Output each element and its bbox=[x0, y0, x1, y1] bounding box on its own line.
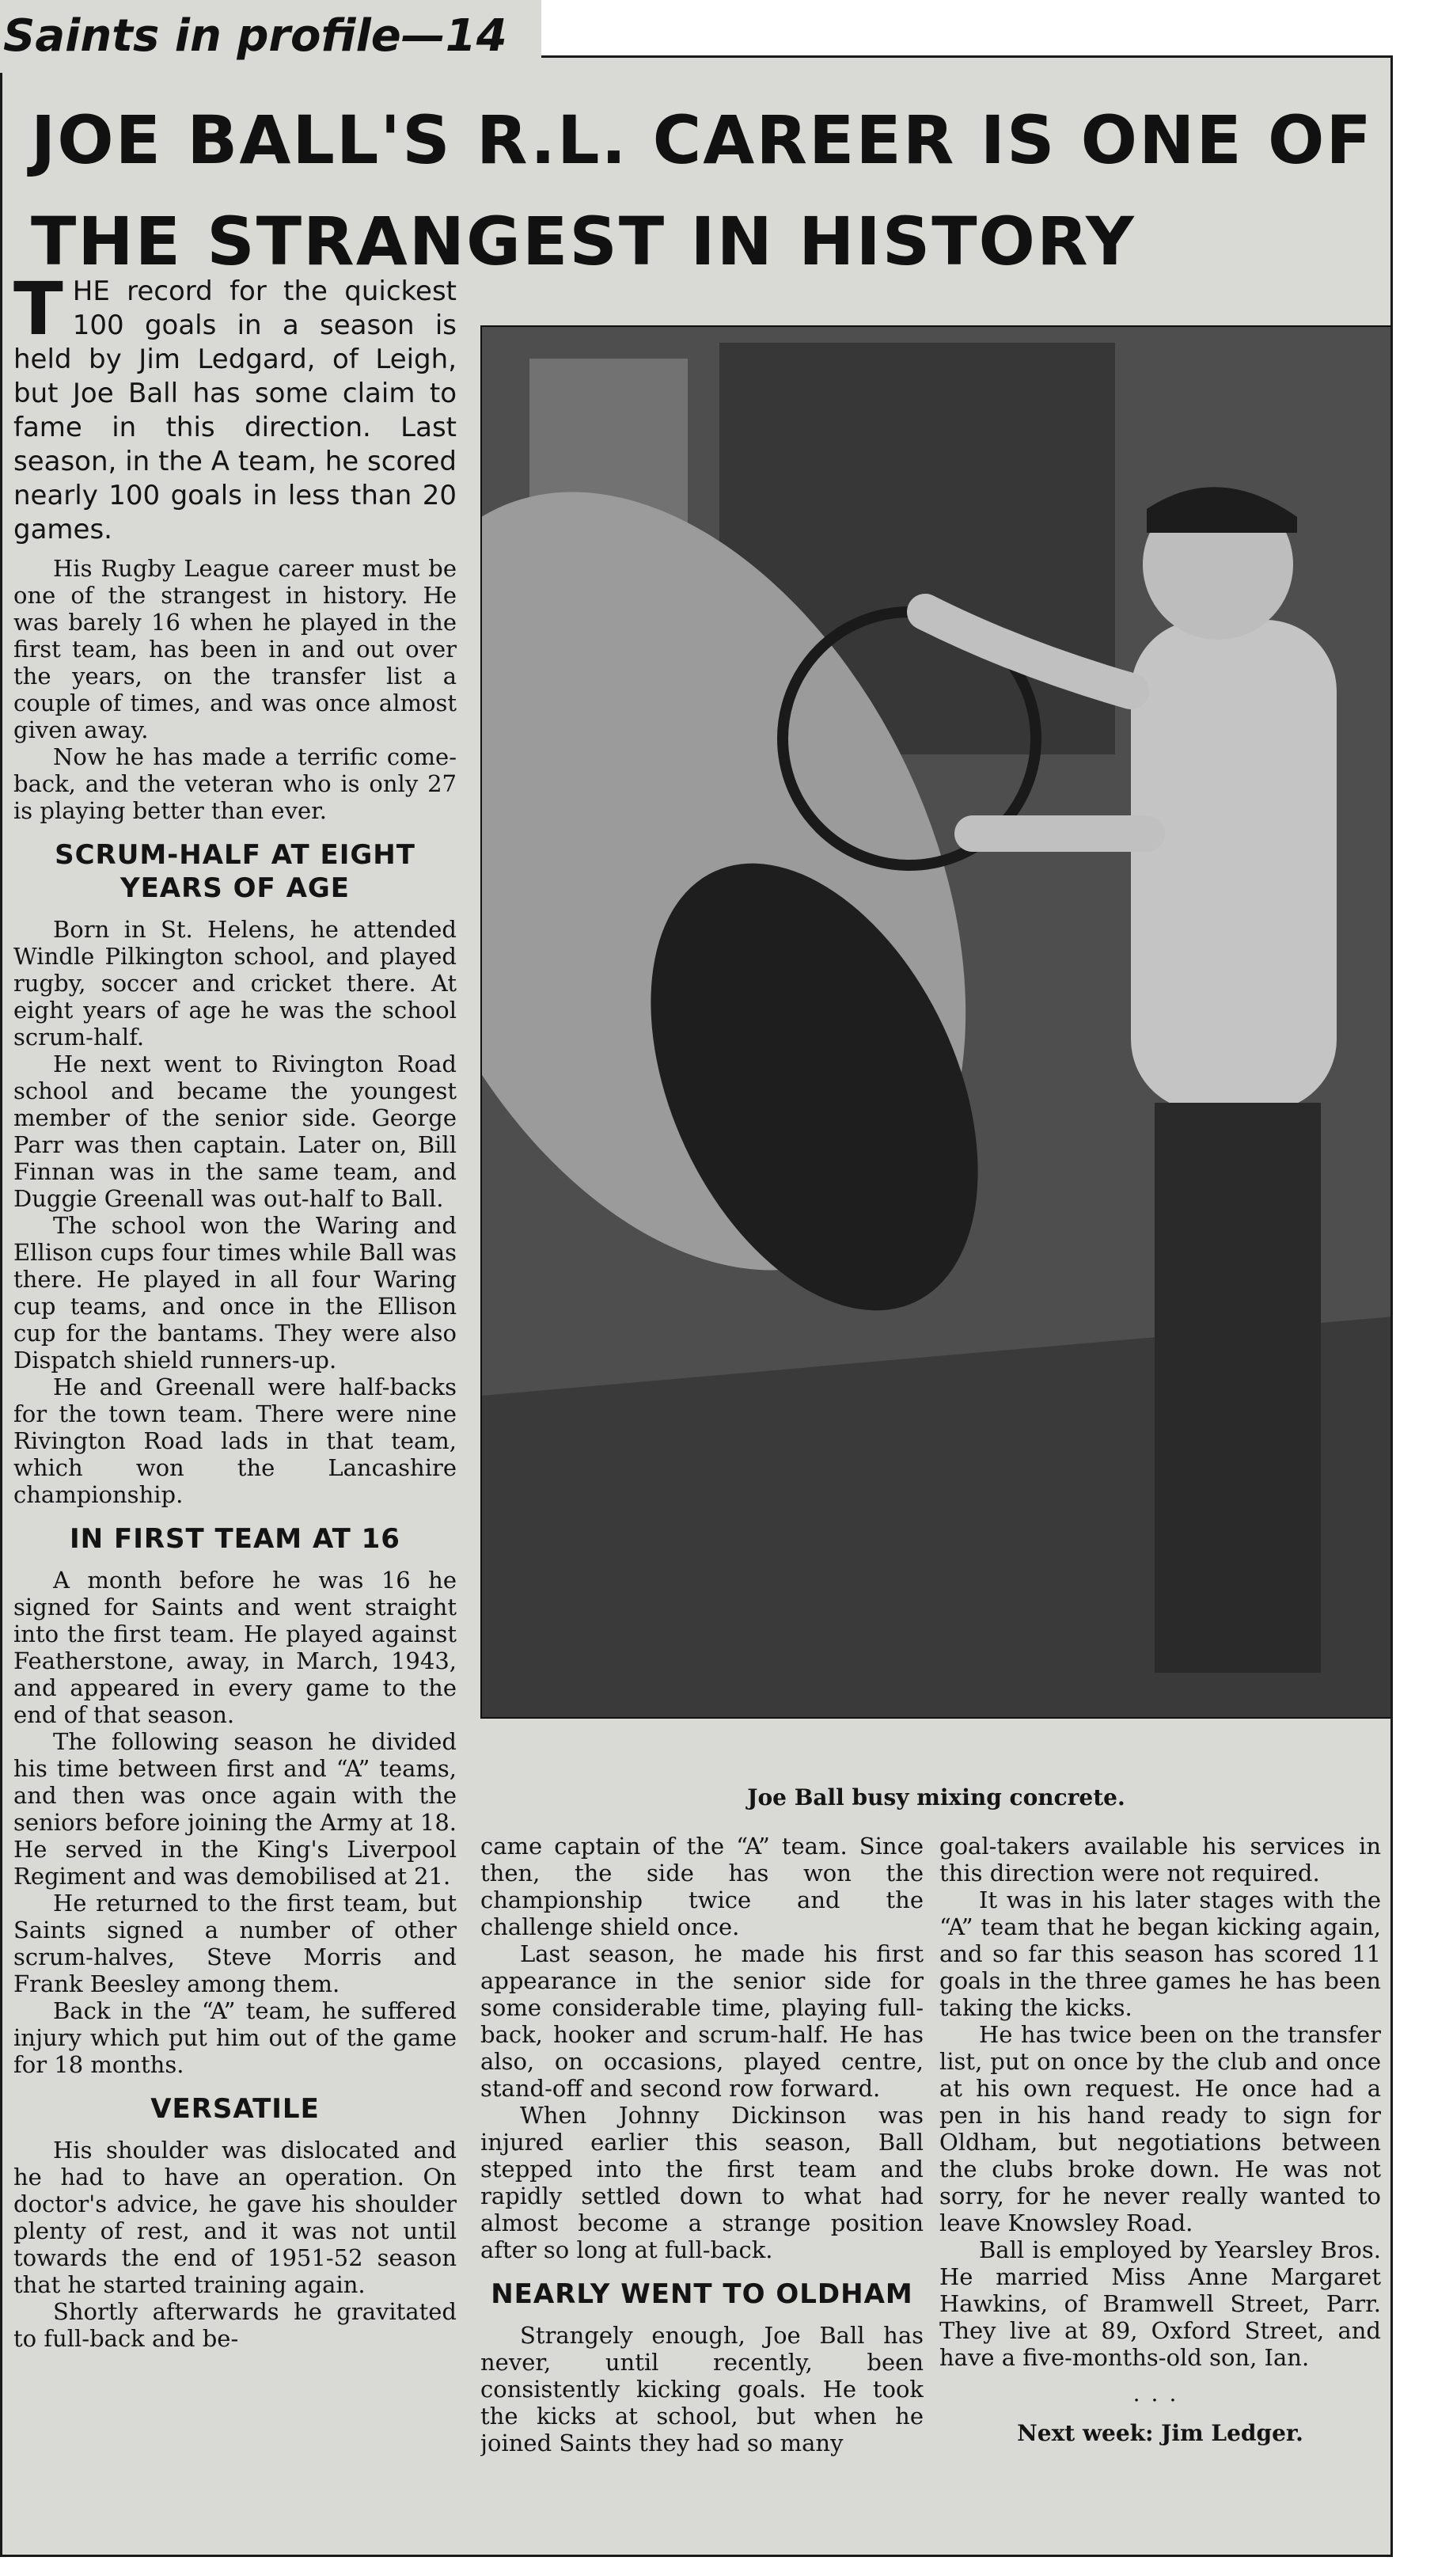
paragraph: came captain of the “A” team. Since then, the side has won the championship twice and the challenge shield once. bbox=[480, 1833, 924, 1940]
photo-caption: Joe Ball busy mixing concrete. bbox=[747, 1784, 1125, 1810]
paragraph: He has twice been on the transfer list, put on once by the club and once at his own request. He once had a pen in his hand ready to sign for Oldham, but negotiations between the clubs broke down. He was not sorry, for he never really wanted to leave Knowsley Road. bbox=[939, 2021, 1381, 2236]
lead-paragraph bbox=[13, 275, 457, 547]
subhead-versatile: VERSATILE bbox=[150, 2093, 320, 2125]
series-title: Saints in profile—14 bbox=[0, 0, 541, 73]
column-3 bbox=[939, 1833, 1381, 2545]
paragraph: It was in his later stages with the “A” team that he began kicking again, and so far this season has scored 11 goals in the three games he has been taking the kicks. bbox=[939, 1886, 1381, 2021]
paragraph: Strangely enough, Joe Ball has never, until recently, been consistently kicking goals. He took the kicks at school, but when he joined Saints they had so many bbox=[480, 2322, 924, 2456]
lead-text: HE record for the quickest 100 goals in a season is held by Jim Ledgard, of Leigh, but Joe Ball has some claim to fame in this direction. Last season, in the A team, he scored nearly 100 goals in less than 20 games. bbox=[13, 275, 457, 545]
paragraph: A month before he was 16 he signed for Saints and went straight into the first team. He played against Featherstone, away, in March, 1943, and appeared in every game to the end of that season. bbox=[13, 1567, 457, 1728]
paragraph: He returned to the first team, but Saints signed a number of other scrum-halves, Steve Morris and Frank Beesley among them. bbox=[13, 1890, 457, 1997]
paragraph: He next went to Rivington Road school and became the youngest member of the senior side. George Parr was then captain. Later on, Bill Finnan was in the same team, and Duggie Greenall was out-half to Ball. bbox=[13, 1051, 457, 1212]
paragraph: Shortly afterwards he gravitated to full-back and be- bbox=[13, 2298, 457, 2352]
drop-cap: T bbox=[13, 275, 63, 351]
paragraph: His shoulder was dislocated and he had to have an operation. On doctor's advice, he gave his shoulder plenty of rest, and it was not until towards the end of 1951-52 season that he started training again. bbox=[13, 2137, 457, 2298]
paragraph: The following season he divided his time between first and “A” teams, and then was once again with the seniors before joining the Army at 18. He served in the King's Liverpool Regiment and was demobilised at 21. bbox=[13, 1728, 457, 1890]
column-1 bbox=[13, 275, 457, 2547]
paragraph: He and Greenall were half-backs for the town team. There were nine Rivington Road lads in that team, which won the Lancashire championship. bbox=[13, 1373, 457, 1508]
separator-dots: ... bbox=[1132, 2380, 1188, 2407]
column-2 bbox=[480, 1833, 924, 2545]
headline: JOE BALL'S R.L. CAREER IS ONE OF THE STRANGEST IN HISTORY bbox=[31, 101, 1373, 280]
photo-illustration bbox=[482, 327, 1392, 1719]
paragraph: His Rugby League career must be one of the strangest in history. He was barely 16 when he played in the first team, has been in and out over the years, on the transfer list a couple of times, and was once almost given away. bbox=[13, 555, 457, 743]
newspaper-clipping bbox=[0, 55, 1393, 2557]
photo-joe-ball-mixing-concrete bbox=[480, 325, 1392, 1719]
paragraph: Back in the “A” team, he suffered injury which put him out of the game for 18 months. bbox=[13, 1997, 457, 2078]
subhead-first-team: IN FIRST TEAM AT 16 bbox=[70, 1523, 400, 1555]
subhead-scrum-half: SCRUM-HALF AT EIGHT YEARS OF AGE bbox=[55, 839, 415, 904]
next-week-note: Next week: Jim Ledger. bbox=[1017, 2420, 1303, 2446]
paragraph: Ball is employed by Yearsley Bros. He married Miss Anne Margaret Hawkins, of Bramwell Street, Parr. They live at 89, Oxford Street, and have a five-months-old son, Ian. bbox=[939, 2236, 1381, 2371]
subhead-nearly-went-to-oldham: NEARLY WENT TO OLDHAM bbox=[491, 2278, 913, 2310]
paragraph: Now he has made a terrific come-back, and the veteran who is only 27 is playing better than ever. bbox=[13, 743, 457, 824]
paragraph: Born in St. Helens, he attended Windle Pilkington school, and played rugby, soccer and cricket there. At eight years of age he was the school scrum-half. bbox=[13, 916, 457, 1051]
paragraph: goal-takers available his services in this direction were not required. bbox=[939, 1833, 1381, 1886]
paragraph: Last season, he made his first appearance in the senior side for some considerable time, playing full-back, hooker and scrum-half. He has also, on occasions, played centre, stand-off and second row forward. bbox=[480, 1940, 924, 2102]
paragraph: The school won the Waring and Ellison cups four times while Ball was there. He played in all four Waring cup teams, and once in the Ellison cup for the bantams. They were also Dispatch shield runners-up. bbox=[13, 1212, 457, 1373]
paragraph: When Johnny Dickinson was injured earlier this season, Ball stepped into the first team and rapidly settled down to what had almost become a strange position after so long at full-back. bbox=[480, 2102, 924, 2263]
